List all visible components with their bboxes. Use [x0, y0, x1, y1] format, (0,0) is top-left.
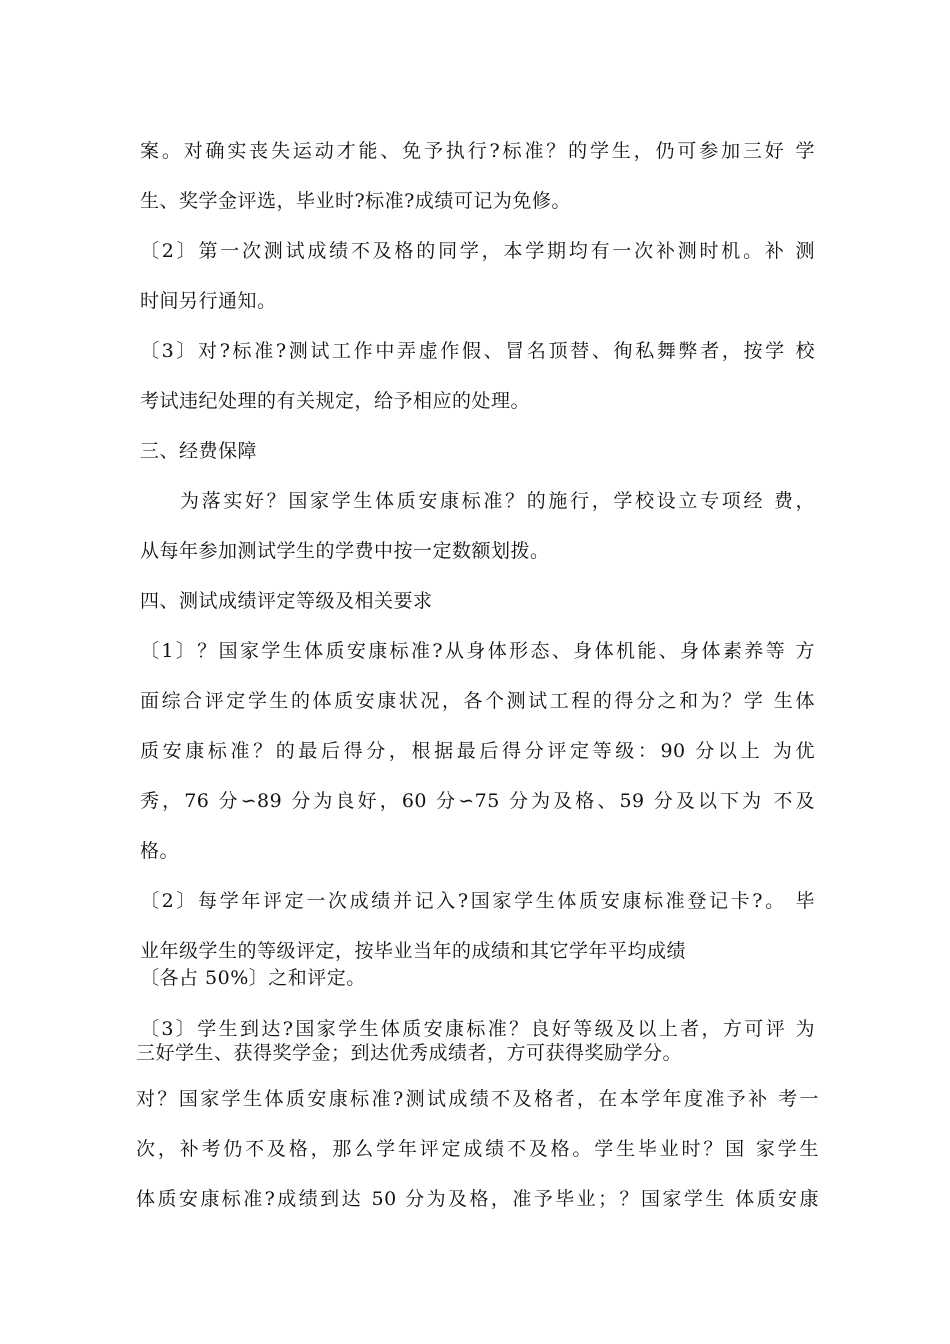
text-line: 格。	[140, 840, 180, 862]
text-line: 〔各占 50%〕之和评定。	[140, 967, 366, 989]
text-line: 为落实好？国家学生体质安康标准？的施行，学校设立专项经 费，	[180, 490, 815, 512]
text-line: 体质安康标准?成绩到达 50 分为及格，准予毕业；？国家学生 体质安康	[136, 1188, 819, 1210]
text-line: 次，补考仍不及格，那么学年评定成绩不及格。学生毕业时？国 家学生	[136, 1138, 819, 1160]
text-line: 业年级学生的等级评定，按毕业当年的成绩和其它学年平均成绩	[140, 940, 687, 962]
text-line: 〔2〕每学年评定一次成绩并记入?国家学生体质安康标准登记卡?。 毕	[140, 890, 815, 912]
text-line: 秀，76 分∽89 分为良好，60 分∽75 分为及格、59 分及以下为 不及	[140, 790, 815, 812]
text-line: 时间另行通知。	[140, 290, 277, 312]
section-heading: 四、测试成绩评定等级及相关要求	[140, 590, 433, 612]
text-line: 〔3〕对?标准?测试工作中弄虚作假、冒名顶替、徇私舞弊者，按学 校	[140, 340, 815, 362]
section-heading: 三、经费保障	[140, 440, 258, 462]
text-line: 质安康标准？的最后得分，根据最后得分评定等级：90 分以上 为优	[140, 740, 815, 762]
text-line: 面综合评定学生的体质安康状况，各个测试工程的得分之和为？学 生体	[140, 690, 815, 712]
text-line: 三好学生、获得奖学金；到达优秀成绩者，方可获得奖励学分。	[136, 1042, 683, 1064]
text-line: 案。对确实丧失运动才能、免予执行?标准？的学生，仍可参加三好 学	[140, 140, 815, 162]
text-line: 〔3〕学生到达?国家学生体质安康标准？良好等级及以上者，方可评 为	[140, 1018, 815, 1040]
text-line: 生、奖学金评选，毕业时?标准?成绩可记为免修。	[140, 190, 571, 212]
text-line: 考试违纪处理的有关规定，给予相应的处理。	[140, 390, 531, 412]
text-line: 从每年参加测试学生的学费中按一定数额划拨。	[140, 540, 550, 562]
text-line: 〔1〕？国家学生体质安康标准?从身体形态、身体机能、身体素养等 方	[140, 640, 815, 662]
text-line: 对？国家学生体质安康标准?测试成绩不及格者，在本学年度准予补 考一	[136, 1088, 819, 1110]
text-line: 〔2〕第一次测试成绩不及格的同学，本学期均有一次补测时机。补 测	[140, 240, 815, 262]
